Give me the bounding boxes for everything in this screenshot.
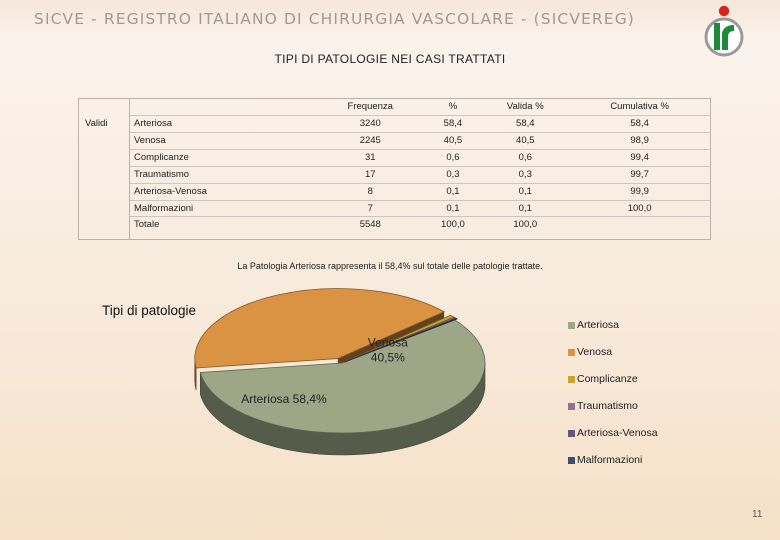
row-label: Totale <box>130 217 317 240</box>
table-cell: 58,4 <box>569 116 710 133</box>
table-cell: 2245 <box>316 132 425 149</box>
row-label: Arteriosa-Venosa <box>130 183 317 200</box>
table-cell: 100,0 <box>569 200 710 217</box>
summary-note: La Patologia Arteriosa rappresenta il 58,4% sul totale delle patologie trattate. <box>237 261 543 271</box>
table-cell: 3240 <box>316 116 425 133</box>
table-cell: 5548 <box>316 217 425 240</box>
table-cell: 0,6 <box>425 149 482 166</box>
table-cell: 7 <box>316 200 425 217</box>
table-cell: 0,1 <box>481 200 569 217</box>
legend-label: Malformazioni <box>577 454 643 466</box>
row-label: Malformazioni <box>130 200 317 217</box>
table-cell: 99,7 <box>569 166 710 183</box>
legend-swatch <box>568 322 575 329</box>
table-cell: 58,4 <box>425 116 482 133</box>
table-cell: 0,3 <box>425 166 482 183</box>
table-cell: 99,4 <box>569 149 710 166</box>
legend-item-malformazioni <box>568 454 642 466</box>
legend-swatch <box>568 457 575 464</box>
legend-swatch <box>568 403 575 410</box>
legend-item-arteriosa-venosa <box>568 427 658 439</box>
row-label: Venosa <box>130 132 317 149</box>
page-number: 11 <box>752 509 763 520</box>
column-header: Cumulativa % <box>610 101 669 113</box>
table-cell: 0,1 <box>481 183 569 200</box>
row-label: Arteriosa <box>130 116 317 133</box>
table-cell: 0,1 <box>425 200 482 217</box>
table-cell: 40,5 <box>425 132 482 149</box>
table-cell: 99,9 <box>569 183 710 200</box>
legend-label: Traumatismo <box>577 400 638 412</box>
legend-label: Complicanze <box>577 373 638 385</box>
table-cell: 17 <box>316 166 425 183</box>
legend-label: Arteriosa <box>577 319 620 331</box>
table-cell: 98,9 <box>569 132 710 149</box>
table-cell: 0,3 <box>481 166 569 183</box>
table-cell: 58,4 <box>481 116 569 133</box>
column-header: % <box>448 101 458 113</box>
chart-title: Tipi di patologie <box>102 303 197 318</box>
legend-swatch <box>568 349 575 356</box>
row-label: Traumatismo <box>130 166 317 183</box>
legend-item-venosa <box>568 346 612 358</box>
column-header: Frequenza <box>347 101 393 113</box>
header-title: SICVE - REGISTRO ITALIANO DI CHIRURGIA VASCOLARE - (SICVEREG) <box>34 10 635 28</box>
row-label: Complicanze <box>130 149 317 166</box>
table-cell: 0,1 <box>425 183 482 200</box>
legend-swatch <box>568 376 575 383</box>
legend-item-complicanze <box>568 373 638 385</box>
table-cell: 0,6 <box>481 149 569 166</box>
legend-item-arteriosa <box>568 319 619 331</box>
legend-item-traumatismo <box>568 400 638 412</box>
page-title: TIPI DI PATOLOGIE NEI CASI TRATTATI <box>274 52 506 66</box>
column-header: Valida % <box>506 101 544 113</box>
group-label: Validi <box>79 116 130 240</box>
table-cell: 40,5 <box>481 132 569 149</box>
legend-swatch <box>568 430 575 437</box>
data-label-arteriosa: Arteriosa 58,4% <box>241 392 327 406</box>
table-cell: 100,0 <box>425 217 482 240</box>
legend-label: Arteriosa-Venosa <box>577 427 658 439</box>
legend-label: Venosa <box>577 346 613 358</box>
table-cell: 31 <box>316 149 425 166</box>
table-cell: 8 <box>316 183 425 200</box>
data-label-venosa: Venosa 40,5% <box>367 335 408 365</box>
table-cell: 100,0 <box>481 217 569 240</box>
